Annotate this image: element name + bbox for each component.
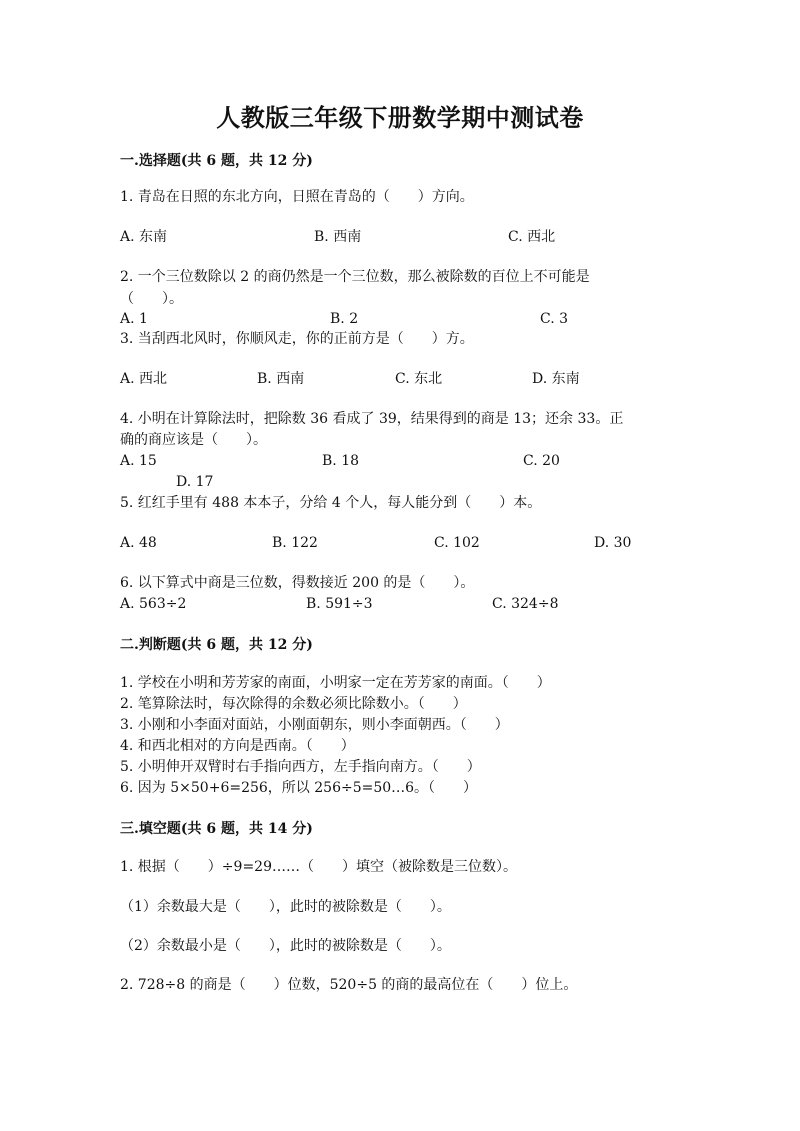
option-c: C. 西北 [508, 229, 556, 245]
option-b: B. 西南 [257, 371, 305, 387]
fill-question: 2. 728÷8 的商是（ ）位数，520÷5 的商的最高位在（ ）位上。 [120, 977, 578, 993]
option-a: A. 东南 [120, 229, 168, 245]
option-a: A. 1 [120, 311, 148, 327]
option-c: C. 东北 [395, 371, 443, 387]
page-title: 人教版三年级下册数学期中测试卷 [216, 103, 584, 132]
judgement-item: 1. 学校在小明和芳芳家的南面，小明家一定在芳芳家的南面。（ ） [120, 675, 551, 691]
judgement-item: 3. 小刚和小李面对面站，小刚面朝东，则小李面朝西。（ ） [120, 717, 509, 733]
question-stem-continued: （ ）。 [120, 291, 183, 307]
option-b: B. 西南 [314, 229, 362, 245]
option-c: C. 324÷8 [492, 596, 559, 612]
option-c: C. 102 [434, 535, 480, 551]
option-d: D. 30 [594, 535, 632, 551]
judgement-item: 6. 因为 5×50+6=256，所以 256÷5=50…6。（ ） [120, 780, 478, 796]
judgement-item: 4. 和西北相对的方向是西南。（ ） [120, 738, 355, 754]
question-stem: 4. 小明在计算除法时，把除数 36 看成了 39，结果得到的商是 13；还余 33。正 [120, 411, 624, 427]
option-a: A. 563÷2 [120, 596, 187, 612]
option-b: B. 18 [322, 453, 360, 469]
question-stem: 1. 青岛在日照的东北方向，日照在青岛的（ ）方向。 [120, 189, 474, 205]
fill-subquestion: （1）余数最大是（ ），此时的被除数是（ ）。 [120, 899, 451, 915]
option-d: D. 东南 [532, 371, 580, 387]
section-header-judgement: 二.判断题(共 6 题，共 12 分) [120, 637, 313, 653]
option-a: A. 48 [120, 535, 157, 551]
option-b: B. 591÷3 [306, 596, 373, 612]
section-header-fill-blank: 三.填空题(共 6 题，共 14 分) [120, 821, 313, 837]
option-d: D. 17 [176, 474, 214, 490]
option-a: A. 15 [120, 453, 157, 469]
option-b: B. 2 [330, 311, 359, 327]
option-b: B. 122 [272, 535, 318, 551]
fill-subquestion: （2）余数最小是（ ），此时的被除数是（ ）。 [120, 938, 451, 954]
judgement-item: 2. 笔算除法时，每次除得的余数必须比除数小。（ ） [120, 696, 467, 712]
judgement-item: 5. 小明伸开双臂时右手指向西方，左手指向南方。（ ） [120, 759, 481, 775]
option-c: C. 3 [540, 311, 569, 327]
question-stem-continued: 确的商应该是（ ）。 [120, 432, 267, 448]
question-stem: 2. 一个三位数除以 2 的商仍然是一个三位数，那么被除数的百位上不可能是 [120, 269, 590, 285]
question-stem: 3. 当刮西北风时，你顺风走，你的正前方是（ ）方。 [120, 331, 474, 347]
question-stem: 6. 以下算式中商是三位数，得数接近 200 的是（ ）。 [120, 575, 475, 591]
option-a: A. 西北 [120, 371, 168, 387]
section-header-choice: 一.选择题(共 6 题，共 12 分) [120, 153, 313, 169]
fill-question: 1. 根据（ ）÷9=29……（ ）填空（被除数是三位数）。 [120, 859, 517, 875]
option-c: C. 20 [523, 453, 560, 469]
question-stem: 5. 红红手里有 488 本本子，分给 4 个人，每人能分到（ ）本。 [120, 495, 542, 511]
